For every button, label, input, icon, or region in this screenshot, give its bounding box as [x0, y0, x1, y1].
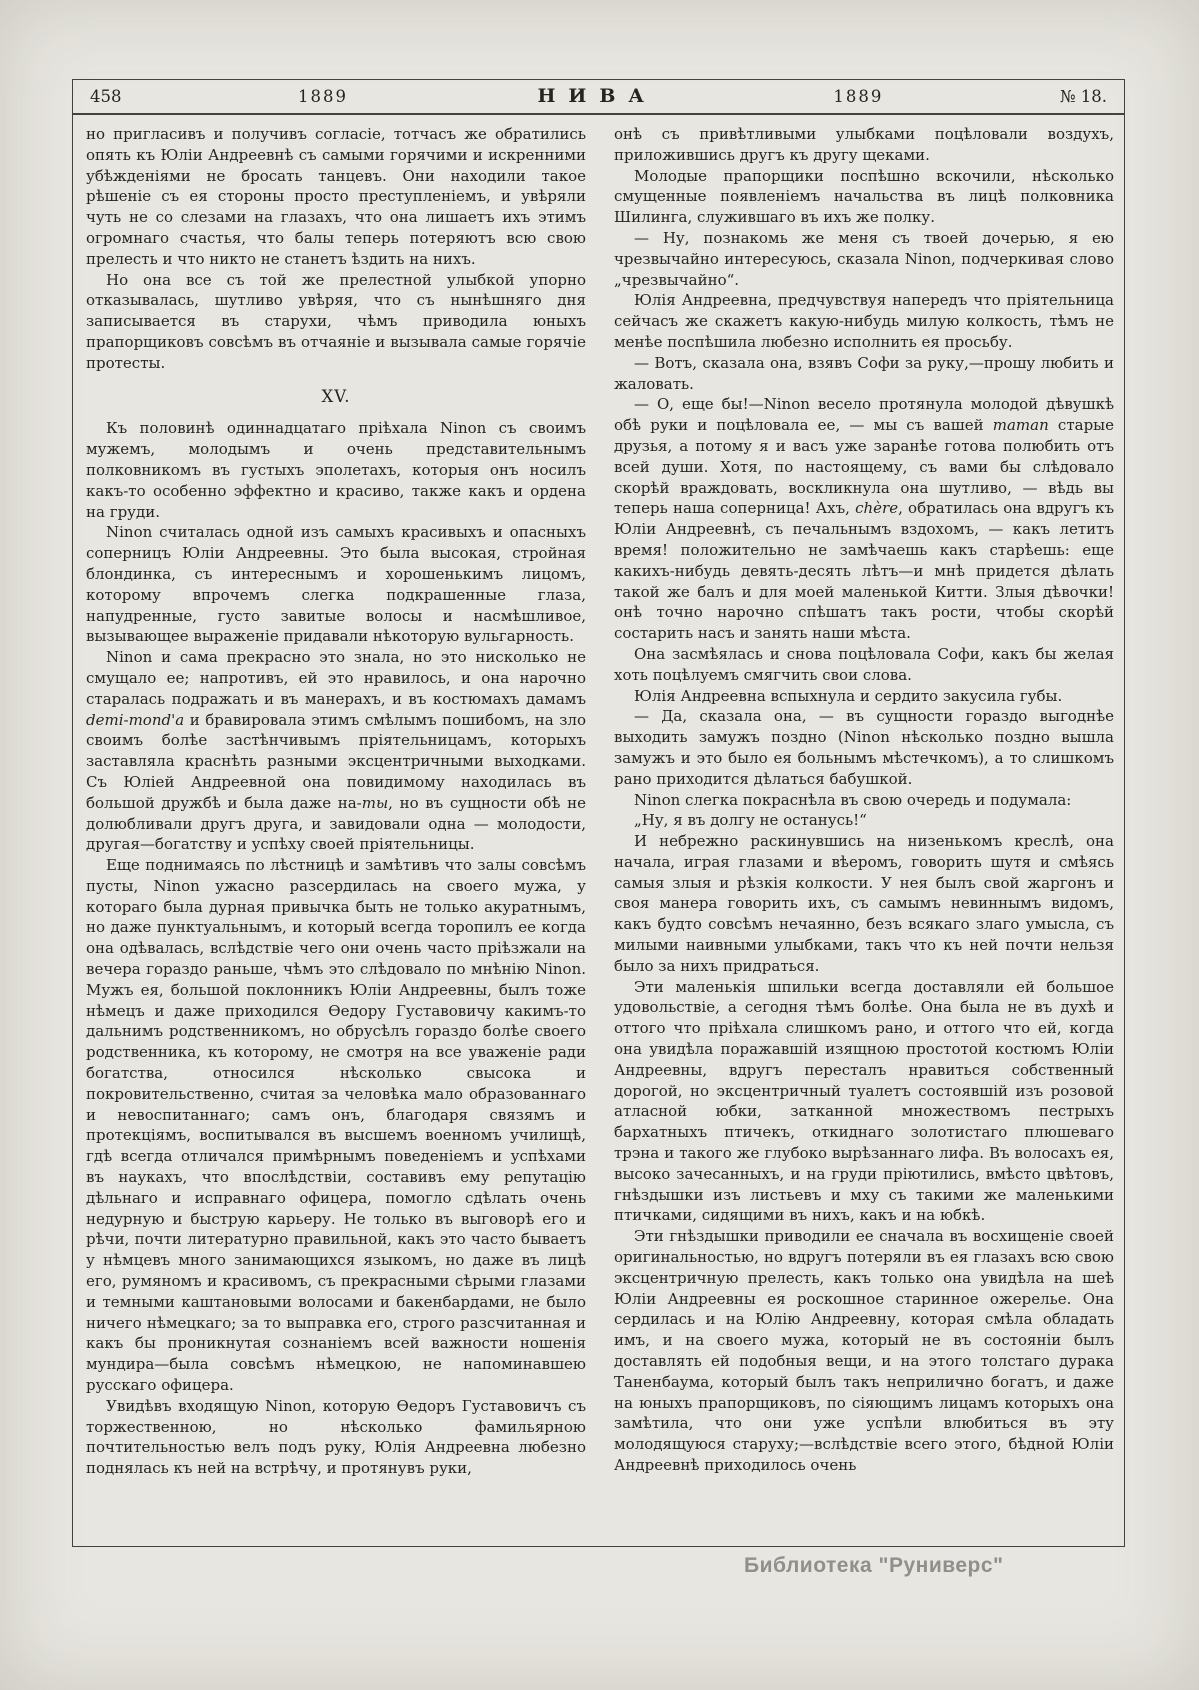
journal-title: НИВА: [537, 85, 657, 107]
right-column: [614, 124, 1114, 1479]
paragraph: Ninon слегка покраснѣла въ свою очередь и подумала:: [634, 790, 1072, 809]
library-watermark: Библиотека "Руниверс": [744, 1554, 1004, 1577]
text-columns: [86, 124, 1114, 1479]
header-divider-rule: [72, 113, 1125, 115]
header-year-right: 1889: [833, 86, 884, 106]
paragraph: Она засмѣялась и снова поцѣловала Софи, какъ бы желая хоть поцѣлуемъ смягчить свои слова.: [614, 644, 1114, 684]
paragraph: но пригласивъ и получивъ согласіе, тотчасъ же обратились опять къ Юліи Андреевнѣ съ самыми горячими и искренними убѣжденіями не бросать танцевъ. Они находили такое рѣшеніе съ ея стороны просто преступленіемъ, и увѣряли чуть не со слезами на глазахъ, что она лишаетъ ихъ этимъ огромнаго счастья, что балы теперь потеряютъ всю свою прелесть и что никто не станетъ ѣздить на нихъ.: [86, 125, 586, 268]
page-header: [72, 79, 1125, 113]
paragraph: — Да, сказала она, — въ сущности гораздо выгоднѣе выходить замужъ поздно (Ninon нѣсколько поздно вышла замужъ и это было ея больнымъ мѣстечкомъ), а то слишкомъ рано приходится дѣлаться бабушкой.: [614, 707, 1114, 788]
paragraph: Увидѣвъ входящую Ninon, которую Ѳедоръ Густавовичъ съ торжественною, но нѣсколько фамильярною почтительностью велъ подъ руку, Юлія Андреевна любезно поднялась къ ней на встрѣчу, и протянувъ руки,: [86, 1396, 586, 1478]
header-year-left: 1889: [297, 86, 348, 106]
paragraph: — Ну, познакомь же меня съ твоей дочерью, я ею чрезвычайно интересуюсь, сказала Ninon, подчеркивая слово „чрезвычайно“.: [614, 228, 1114, 289]
paragraph: Но она все съ той же прелестной улыбкой упорно отказывалась, шутливо увѣряя, что съ нынѣшняго дня записывается въ старухи, чѣмъ приводила юныхъ прапорщиковъ совсѣмъ въ отчаяніе и вызывала самые горячіе протесты.: [86, 270, 586, 372]
paragraph: Эти гнѣздышки приводили ее сначала въ восхищеніе своей оригинальностью, но вдругъ потеряли въ ея глазахъ всю свою эксцентричную прелесть, какъ только она увидѣла на шеѣ Юліи Андреевны ея роскошное старинное ожерелье. Она сердилась и на Юлію Андреевну, которая смѣла обладать имъ, и на своего мужа, который не въ состояніи былъ доставлять ей подобныя вещи, и на этого толстаго дурака Таненбаума, который былъ такъ неприлично богатъ, и даже на юныхъ прапорщиковъ, по сіяющимъ лицамъ которыхъ она замѣтила, что они уже успѣли влюбиться въ эту молодящуюся старуху;—вслѣдствіе всего этого, бѣдной Юліи Андреевнѣ приходилось очень: [614, 1227, 1114, 1474]
paragraph: онѣ съ привѣтливыми улыбками поцѣловали воздухъ, приложившись другъ къ другу щеками.: [614, 125, 1114, 164]
paragraph: Еще поднимаясь по лѣстницѣ и замѣтивъ что залы совсѣмъ пусты, Ninon ужасно разсердилась на своего мужа, у котораго была дурная привычка быть не только акуратнымъ, но даже пунктуальнымъ, и который всегда торопилъ ее когда она одѣвалась, вслѣдствіе чего они очень часто пріѣзжали на вечера гораздо раньше, чѣмъ это слѣдовало по мнѣнію Ninon. Мужъ ея, большой поклонникъ Юліи Андреевны, былъ тоже нѣмецъ и даже приходился Ѳедору Густавовичу какимъ-то дальнимъ родственникомъ, но обрусѣлъ гораздо болѣе своего родственника, къ которому, не смотря на все уваженіе ради богатства, относился нѣсколько свысока и покровительственно, считая за человѣка мало образованнаго и невоспитаннаго; самъ онъ, благодаря связямъ и протекціямъ, воспитывался въ высшемъ военномъ училищѣ, гдѣ всегда отличался примѣрнымъ поведеніемъ и успѣхами въ наукахъ, что впослѣдствіи, составивъ ему репутацію дѣльнаго и исправнаго офицера, помогло сдѣлать очень недурную и быструю карьеру. Не только въ выговорѣ его и рѣчи, почти литературно правильной, какъ это часто бываетъ у нѣмцевъ много занимающихся языкомъ, но даже въ лицѣ его, румяномъ и красивомъ, съ прекрасными сѣрыми глазами и темными каштановыми волосами и бакенбардами, не было ничего нѣмецкаго; за то выправка его, строго разсчитанная и какъ бы проникнутая сознаніемъ всей важности ношенія мундира—была совсѣмъ нѣмецкою, не напоминавшею русскаго офицера.: [86, 856, 586, 1395]
page-number: 458: [90, 86, 122, 106]
paragraph: Молодые прапорщики поспѣшно вскочили, нѣсколько смущенные появленіемъ начальства въ лицѣ полковника Шилинга, служившаго въ ихъ же полку.: [614, 166, 1114, 227]
paragraph: Эти маленькія шпильки всегда доставляли ей большое удовольствіе, а сегодня тѣмъ болѣе. Она была не въ духѣ и оттого что пріѣхала слишкомъ рано, и оттого что ей, когда она увидѣла поражавшій изящною простотой костюмъ Юліи Андреевны, вдругъ пересталъ нравиться собственный дорогой, но эксцентричный туалетъ состоявшій изъ розовой атласной юбки, затканной множествомъ пестрыхъ бархатныхъ птичекъ, откиднаго золотистаго плюшеваго трэна и такого же глубоко вырѣзаннаго лифа. Въ волосахъ ея, высоко зачесанныхъ, и на груди пріютились, вмѣсто цвѣтовъ, гнѣздышки изъ листьевъ и мху съ такими же маленькими птичками, сидящими въ нихъ, какъ и на юбкѣ.: [614, 977, 1114, 1225]
paragraph: — Вотъ, сказала она, взявъ Софи за руку,—прошу любить и жаловать.: [614, 353, 1114, 393]
paragraph: Юлія Андреевна вспыхнула и сердито закусила губы.: [634, 686, 1063, 705]
paragraph: Ninon и сама прекрасно это знала, но это нисколько не смущало ее; напротивъ, ей это нравилось, и она нарочно старалась подражать и въ манерахъ, и въ костюмахъ дамамъ demi-mond'a и бравировала этимъ смѣлымъ пошибомъ, на зло своимъ болѣе застѣнчивымъ пріятельницамъ, которыхъ заставляла краснѣть разными эксцентричными выходками. Съ Юліей Андреевной она повидимому находилась въ большой дружбѣ и была даже на-ты, но въ сущности обѣ не долюбливали другъ друга, и завидовали одна — молодости, другая—богатству и успѣху своей пріятельницы.: [86, 648, 586, 854]
paragraph: — О, еще бы!—Ninon весело протянула молодой дѣвушкѣ обѣ руки и поцѣловала ее, — мы съ вашей maman старые друзья, а потому я и васъ уже заранѣе готова полюбить отъ всей души. Хотя, по настоящему, съ вами бы слѣдовало скорѣй враждовать, воскликнула она шутливо, — вѣдь вы теперь наша соперница! Ахъ, chère, обратилась она вдругъ къ Юліи Андреевнѣ, съ печальнымъ вздохомъ, — какъ летитъ время! положительно не замѣчаешь какъ старѣешь: еще какихъ-нибудь девять-десять лѣтъ—и мнѣ придется дѣлать такой же балъ и для моей маленькой Китти. Злыя дѣвочки! онѣ точно нарочно спѣшатъ такъ рости, чтобы скорѣй состарить насъ и занять наши мѣста.: [614, 395, 1114, 643]
paragraph: „Ну, я въ долгу не останусь!“: [634, 811, 867, 830]
paragraph: Ninon считалась одной изъ самыхъ красивыхъ и опасныхъ соперницъ Юліи Андреевны. Это была высокая, стройная блондинка, съ интереснымъ и хорошенькимъ лицомъ, которому впрочемъ слегка подкрашенные глаза, напудренные, густо завитые волосы и насмѣшливое, вызывающее выраженіе придавали нѣкоторую вульгарность.: [86, 523, 586, 646]
paragraph: Юлія Андреевна, предчувствуя напередъ что пріятельница сейчасъ же скажетъ какую-нибудь милую колкость, тѣмъ не менѣе поспѣшила любезно исполнить ея просьбу.: [614, 291, 1114, 351]
section-heading: XV.: [321, 386, 351, 406]
left-column: [86, 124, 586, 1479]
paragraph: И небрежно раскинувшись на низенькомъ креслѣ, она начала, играя глазами и вѣеромъ, говорить шутя и смѣясь самыя злыя и рѣзкія колкости. У нея былъ свой жаргонъ и своя манера говорить ихъ, съ самымъ невиннымъ видомъ, какъ будто совсѣмъ нечаянно, безъ всякаго злаго умысла, съ милыми наивными улыбками, такъ что къ ней почти нельзя было за нихъ придраться.: [614, 832, 1114, 975]
paragraph: Къ половинѣ одиннадцатаго пріѣхала Ninon съ своимъ мужемъ, молодымъ и очень представительнымъ полковникомъ въ густыхъ эполетахъ, которыя онъ носилъ какъ-то особенно эффектно и красиво, также какъ и ордена на груди.: [86, 419, 586, 521]
issue-number: № 18.: [1059, 86, 1107, 106]
